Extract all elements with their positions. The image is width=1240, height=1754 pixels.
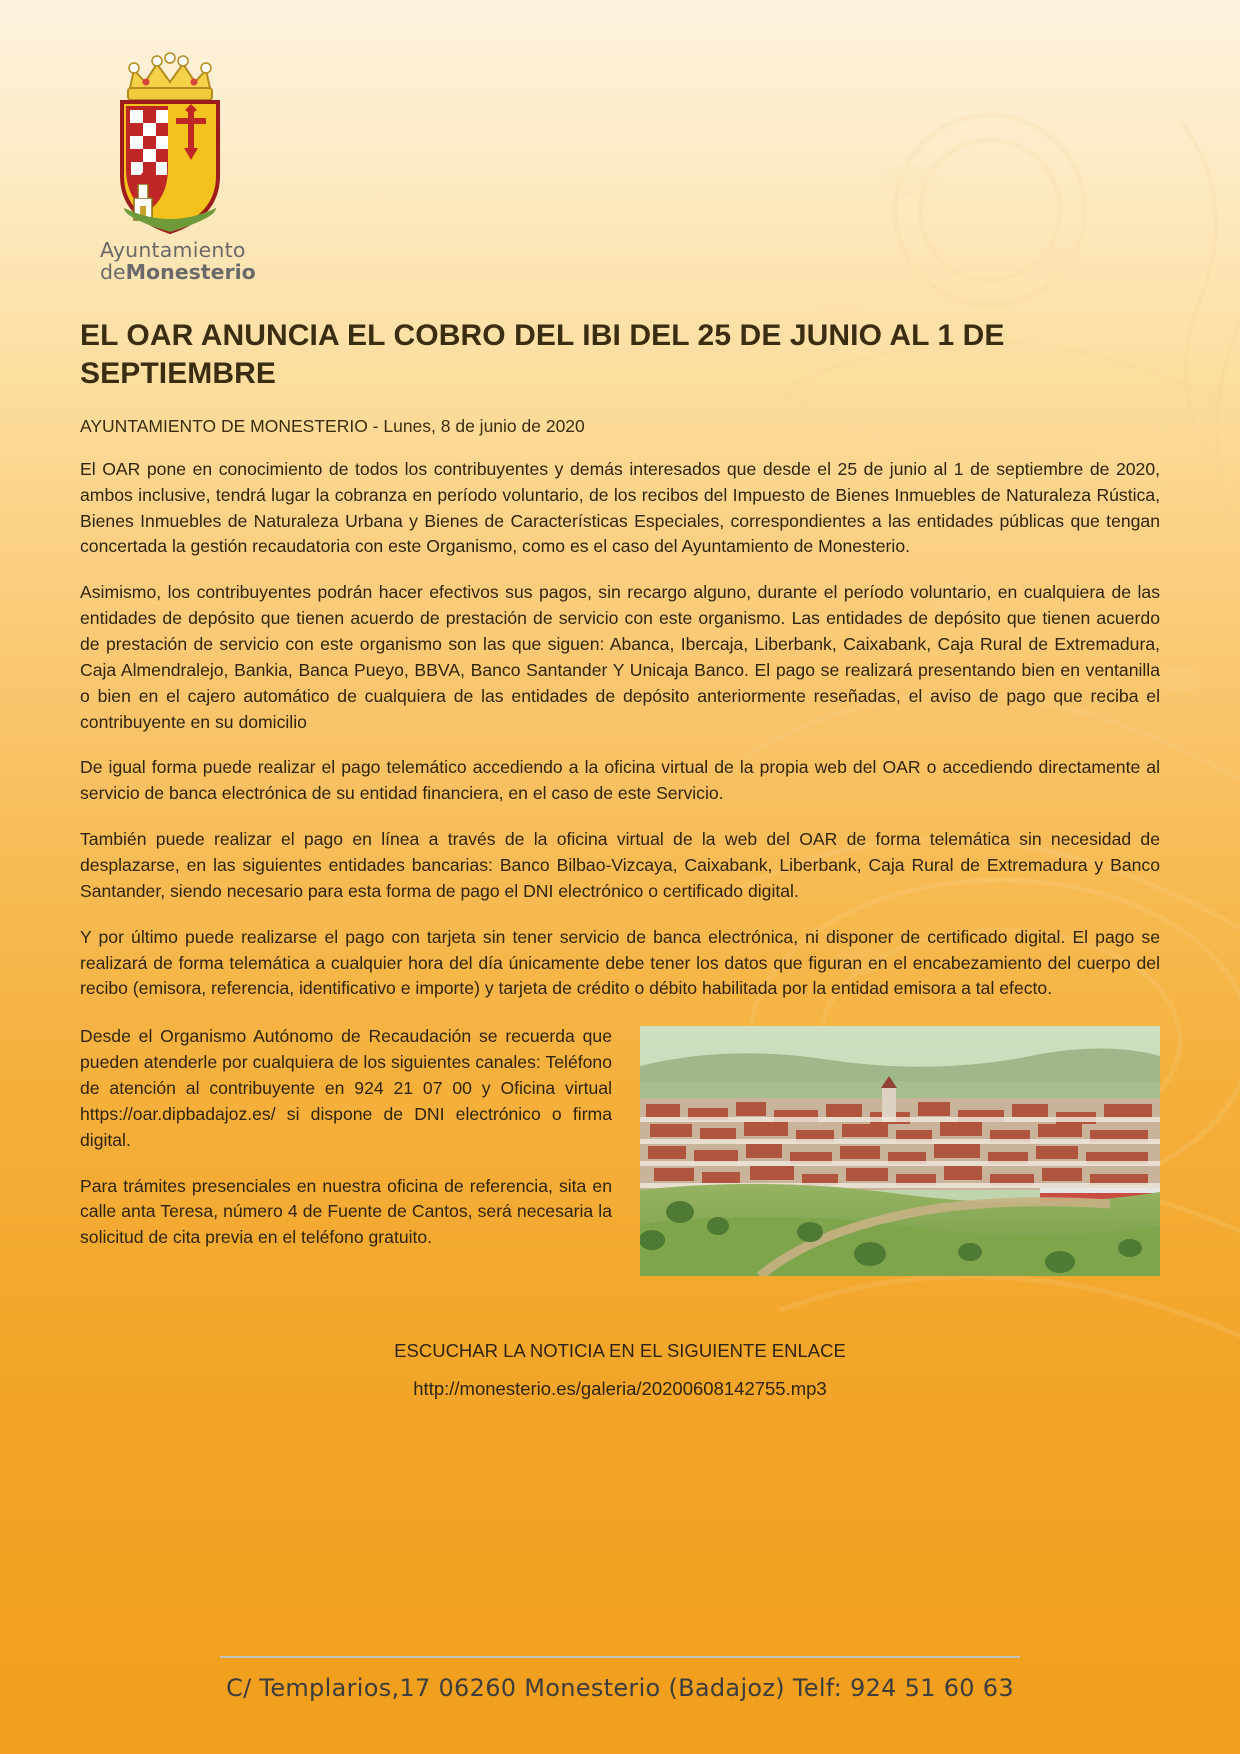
logo-line-2-prefix: de	[100, 259, 126, 284]
logo-line-2	[100, 259, 290, 284]
article-paragraph: Desde el Organismo Autónomo de Recaudación se recuerda que pueden atenderle por cualquiera de los siguientes canales: Teléfono de atención al contribuyente en 924 21 07 00 y Oficina virtual https://oar.dipbadajoz.es/ si dispone de DNI electrónico o firma digital.	[80, 1026, 612, 1150]
page-title: EL OAR ANUNCIA EL COBRO DEL IBI DEL 25 DE JUNIO AL 1 DE SEPTIEMBRE	[80, 319, 1005, 391]
logo-line-1: Ayuntamiento	[100, 238, 246, 262]
footer-divider	[220, 1656, 1020, 1658]
article-paragraph: Asimismo, los contribuyentes podrán hacer efectivos sus pagos, sin recargo alguno, durante el período voluntario, en cualquiera de las entidades de depósito que tienen acuerdo de prestación de servicio con este organismo. Las entidades de depósito que tienen acuerdo de prestación de servicio con este organismo son las que siguen: Abanca, Ibercaja, Liberbank, Caixabank, Caja Rural de Extremadura, Caja Almendralejo, Bankia, Banca Pueyo, BBVA, Banco Santander Y Unicaja Banco. El pago se realizará presentando bien en ventanilla o bien en el cajero automático de cualquiera de las entidades de depósito anteriormente reseñadas, el aviso de pago que reciba el contribuyente en su domicilio	[80, 582, 1160, 732]
contact-section	[80, 1024, 1160, 1324]
page-footer	[0, 1656, 1240, 1702]
article-paragraph: El OAR pone en conocimiento de todos los contribuyentes y demás interesados que desde el 25 de junio al 1 de septiembre de 2020, ambos inclusive, tendrá lugar la cobranza en período voluntario, de los recibos del Impuesto de Bienes Inmuebles de Naturaleza Rústica, Bienes Inmuebles de Naturaleza Urbana y Bienes de Características Especiales, correspondientes a las entidades públicas que tengan concertada la gestión recaudatoria con este Organismo, como es el caso del Ayuntamiento de Monesterio.	[80, 458, 1160, 557]
logo-wordmark	[100, 240, 290, 283]
ayuntamiento-logo	[80, 0, 320, 283]
footer-address: C/ Templarios,17 06260 Monesterio (Badajoz) Telf: 924 51 60 63	[226, 1674, 1014, 1702]
audio-link-block	[80, 1324, 1160, 1400]
aerial-view-of-monesterio-photo	[640, 1026, 1160, 1276]
article-paragraph: Y por último puede realizarse el pago con tarjeta sin tener servicio de banca electrónica, ni disponer de certificado digital. El pago se realizará de forma telemática a cualquier hora del día únicamente debe tener los datos que figuran en el encabezamiento del cuerpo del recibo (emisora, referencia, identificativo e importe) y tarjeta de crédito o débito habilitada por la entidad emisora a tal efecto.	[80, 926, 1160, 999]
audio-link-title: ESCUCHAR LA NOTICIA EN EL SIGUIENTE ENLACE	[394, 1340, 846, 1362]
article-paragraph: Para trámites presenciales en nuestra oficina de referencia, sita en calle anta Teresa, número 4 de Fuente de Cantos, será necesaria la solicitud de cita previa en el teléfono gratuito.	[80, 1175, 612, 1248]
article-paragraph: También puede realizar el pago en línea a través de la oficina virtual de la web del OAR de forma telemática sin necesidad de desplazarse, en las siguientes entidades bancarias: Banco Bilbao-Vizcaya, Caixabank, Liberbank, Caja Rural de Extremadura y Banco Santander, siendo necesario para esta forma de pago el DNI electrónico o certificado digital.	[80, 829, 1160, 901]
coat-of-arms-icon	[100, 48, 240, 238]
audio-link-url[interactable]: http://monesterio.es/galeria/20200608142755.mp3	[413, 1378, 827, 1400]
article-subtitle: AYUNTAMIENTO DE MONESTERIO - Lunes, 8 de junio de 2020	[80, 415, 585, 436]
logo-line-2-name: Monesterio	[125, 259, 256, 284]
article-paragraph: De igual forma puede realizar el pago telemático accediendo a la oficina virtual de la propia web del OAR o accediendo directamente al servicio de banca electrónica de su entidad financiera, en el caso de este Servicio.	[80, 757, 1160, 804]
